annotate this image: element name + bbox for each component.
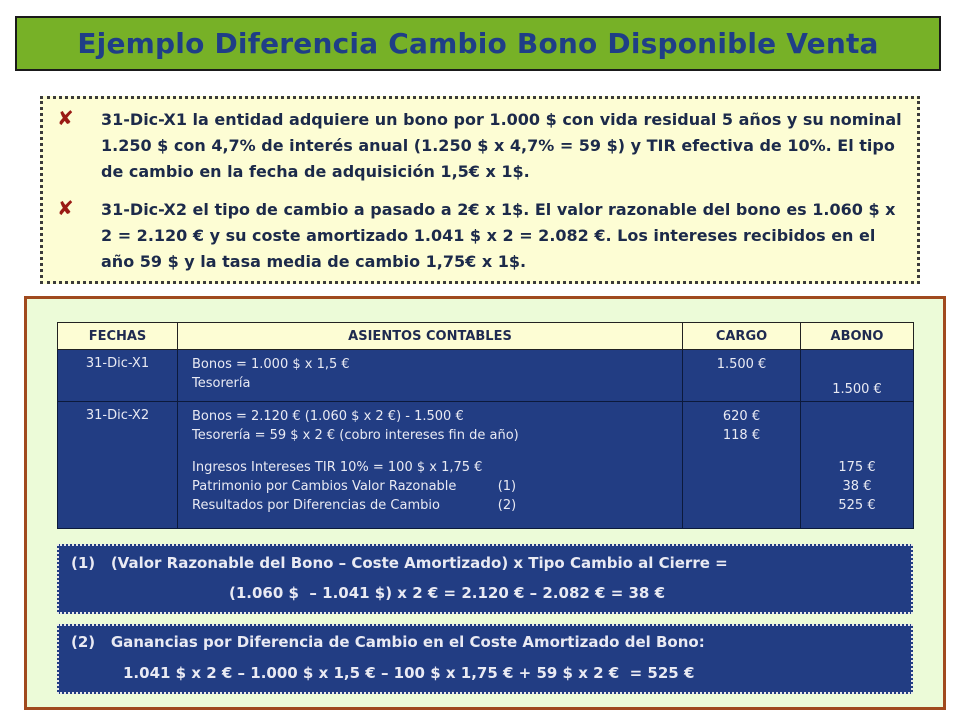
entry-line: Ingresos Intereses TIR 10% = 100 $ x 1,75 €: [192, 460, 483, 475]
row-abono: [801, 350, 914, 402]
note-1: [57, 544, 913, 614]
intro-box: [40, 96, 920, 284]
column-header-asientos: ASIENTOS CONTABLES: [178, 323, 683, 350]
row-cargo: [683, 350, 801, 402]
entry-line: Bonos = 2.120 € (1.060 $ x 2 €) - 1.500 €: [192, 409, 464, 424]
table-row: [58, 402, 914, 529]
cargo-value: 1.500 €: [716, 357, 767, 372]
table-row: [58, 350, 914, 402]
row-entries: [178, 402, 683, 529]
row-date: 31-Dic-X2: [58, 402, 178, 529]
row-date: 31-Dic-X1: [58, 350, 178, 402]
cargo-value: [683, 458, 800, 477]
note-1-line-2: (1.060 $ – 1.041 $) x 2 € = 2.120 € – 2.082 € = 38 €: [229, 584, 666, 602]
note-1-line-1: (1) (Valor Razonable del Bono – Coste Amortizado) x Tipo Cambio al Cierre =: [71, 554, 728, 572]
page-title: Ejemplo Diferencia Cambio Bono Disponible Venta: [77, 27, 879, 60]
journal-table: [57, 322, 914, 529]
entry-line: Resultados por Diferencias de Cambio (2): [192, 498, 517, 513]
intro-bullet: [57, 107, 909, 185]
intro-bullet: [57, 197, 909, 275]
cargo-value: [683, 374, 800, 393]
entry-line: Tesorería: [192, 376, 251, 391]
title-banner: [15, 16, 941, 71]
row-entries: [178, 350, 683, 402]
intro-bullet-text: 31-Dic-X2 el tipo de cambio a pasado a 2€ x 1$. El valor razonable del bono es 1.060 $ x 2 = 2.120 € y su coste amortizado 1.041 $ x 2 = 2.082 €. Los intereses recibidos en el año 59 $ y la tasa media de cambio 1,75€ x 1$.: [101, 200, 896, 271]
abono-value: 525 €: [838, 498, 876, 513]
note-2: [57, 624, 913, 694]
row-abono: [801, 402, 914, 529]
abono-value: [801, 426, 913, 445]
entry-line: Bonos = 1.000 $ x 1,5 €: [192, 357, 350, 372]
note-2-line-1: (2) Ganancias por Diferencia de Cambio en el Coste Amortizado del Bono:: [71, 633, 705, 651]
abono-value: 175 €: [838, 460, 876, 475]
abono-value: 1.500 €: [832, 382, 882, 397]
cargo-value: [683, 496, 800, 515]
row-cargo: [683, 402, 801, 529]
column-header-abono: ABONO: [801, 323, 914, 350]
note-2-line-2: 1.041 $ x 2 € – 1.000 $ x 1,5 € – 100 $ x 1,75 € + 59 $ x 2 € = 525 €: [123, 664, 695, 682]
cross-mark-icon: ✘: [57, 196, 74, 220]
intro-bullet-text: 31-Dic-X1 la entidad adquiere un bono por 1.000 $ con vida residual 5 años y su nominal 1.250 $ con 4,7% de interés anual (1.250 $ x 4,7% = 59 $) y TIR efectiva de 10%. El tipo de cambio en la fecha de adquisición 1,5€ x 1$.: [101, 110, 902, 181]
column-header-cargo: CARGO: [683, 323, 801, 350]
abono-value: [801, 407, 913, 426]
cargo-value: [683, 477, 800, 496]
abono-value: 38 €: [842, 479, 872, 494]
table-header-row: [58, 323, 914, 350]
entry-line: Tesorería = 59 $ x 2 € (cobro intereses fin de año): [192, 428, 519, 443]
cross-mark-icon: ✘: [57, 106, 74, 130]
cargo-value: 118 €: [722, 428, 761, 443]
column-header-fechas: FECHAS: [58, 323, 178, 350]
entry-line: Patrimonio por Cambios Valor Razonable (1): [192, 479, 517, 494]
abono-value: [801, 355, 913, 374]
cargo-value: 620 €: [722, 409, 761, 424]
